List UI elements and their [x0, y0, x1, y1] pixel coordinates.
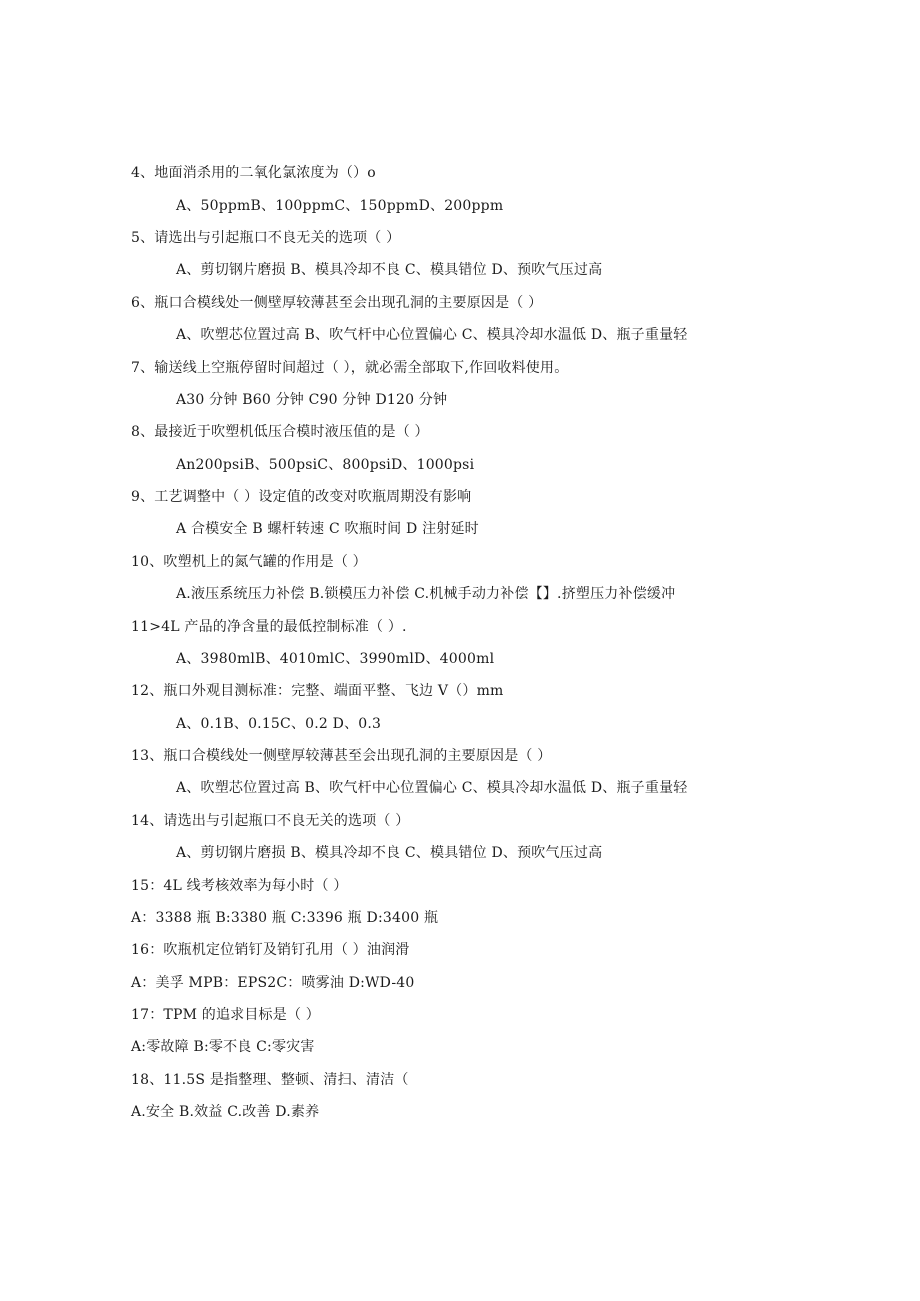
- question-14: 14、请选出与引起瓶口不良无关的选项（ ）: [131, 813, 410, 829]
- options-15: A：3388 瓶 B:3380 瓶 C:3396 瓶 D:3400 瓶: [131, 910, 439, 926]
- question-18: 18、11.5S 是指整理、整顿、清扫、清洁（: [131, 1072, 409, 1088]
- question-13: 13、瓶口合模线处一侧壁厚较薄甚至会出现孔洞的主要原因是（ ）: [131, 748, 552, 764]
- question-9: 9、工艺调整中（ ）设定值的改变对吹瓶周期没有影响: [131, 489, 472, 505]
- options-6: A、吹塑芯位置过高 B、吹气杆中心位置偏心 C、模具冷却水温低 D、瓶子重量轻: [176, 327, 688, 343]
- options-18: A.安全 B.效益 C.改善 D.素养: [131, 1104, 320, 1120]
- question-6: 6、瓶口合模线处一侧壁厚较薄甚至会出现孔洞的主要原因是（ ）: [131, 295, 543, 311]
- options-16: A：美孚 MPB：EPS2C：喷雾油 D:WD-40: [131, 975, 415, 991]
- options-13: A、吹塑芯位置过高 B、吹气杆中心位置偏心 C、模具冷却水温低 D、瓶子重量轻: [176, 780, 688, 796]
- question-8: 8、最接近于吹塑机低压合模时液压值的是（ ）: [131, 424, 429, 440]
- options-8: An200psiB、500psiC、800psiD、1000psi: [176, 457, 475, 473]
- question-15: 15：4L 线考核效率为每小时（ ）: [131, 878, 348, 894]
- options-9: A 合模安全 B 螺杆转速 C 吹瓶时间 D 注射延时: [176, 521, 479, 537]
- question-7: 7、输送线上空瓶停留时间超过（ ），就必需全部取下,作回收料使用。: [131, 360, 569, 376]
- options-11: A、3980mlB、4010mlC、3990mlD、4000ml: [176, 651, 495, 667]
- question-11: 11>4L 产品的净含量的最低控制标准（ ）.: [131, 619, 407, 635]
- options-4: A、50ppmB、100ppmC、150ppmD、200ppm: [176, 198, 504, 214]
- options-5: A、剪切钢片磨损 B、模具冷却不良 C、模具错位 D、预吹气压过高: [176, 262, 603, 278]
- options-10: A.液压系统压力补偿 B.锁模压力补偿 C.机械手动力补偿【】.挤塑压力补偿缓冲: [176, 586, 676, 602]
- question-4: 4、地面消杀用的二氧化氯浓度为（）o: [131, 165, 376, 181]
- options-7: A30 分钟 B60 分钟 C90 分钟 D120 分钟: [176, 392, 448, 408]
- question-10: 10、吹塑机上的氮气罐的作用是（ ）: [131, 554, 367, 570]
- options-12: A、0.1B、0.15C、0.2 D、0.3: [176, 716, 382, 732]
- question-16: 16：吹瓶机定位销钉及销钉孔用（ ）油润滑: [131, 942, 410, 958]
- options-14: A、剪切钢片磨损 B、模具冷却不良 C、模具错位 D、预吹气压过高: [176, 845, 603, 861]
- options-17: A:零故障 B:零不良 C:零灾害: [131, 1039, 315, 1055]
- question-12: 12、瓶口外观目测标准：完整、端面平整、飞边 V（）mm: [131, 683, 504, 699]
- question-5: 5、请选出与引起瓶口不良无关的选项（ ）: [131, 230, 401, 246]
- question-17: 17：TPM 的追求目标是（ ）: [131, 1007, 321, 1023]
